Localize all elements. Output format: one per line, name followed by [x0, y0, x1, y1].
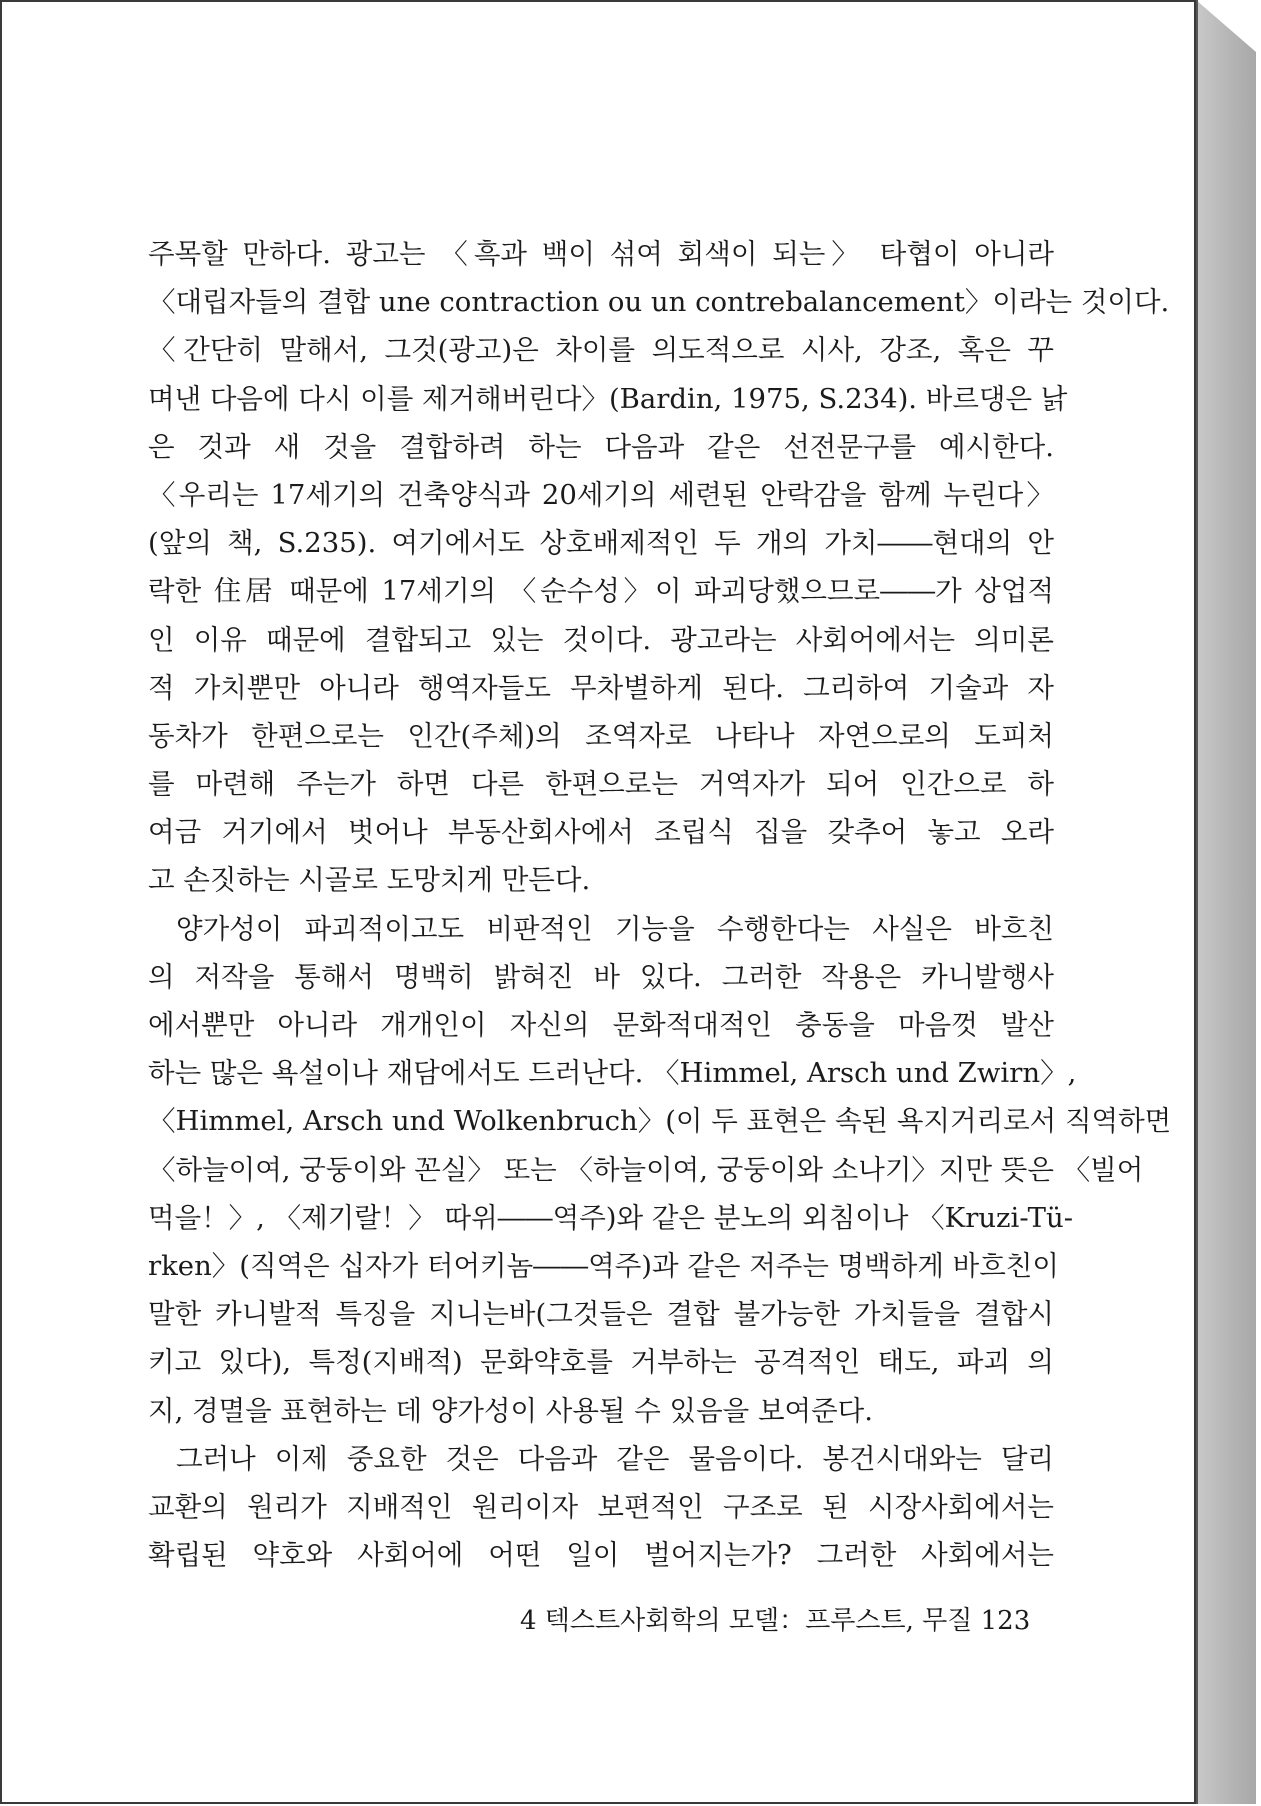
text-line: rken〉(직역은 십자가 터어키놈――역주)과 같은 저주는 명백하게 바흐친이 — [148, 1249, 1059, 1282]
text-line: 〈Himmel, Arsch und Wolkenbruch〉(이 두 표현은 속된 욕지거리로서 직역하면 — [148, 1105, 1172, 1138]
text-line: 의 저작을 통해서 명백히 밝혀진 바 있다. 그러한 작용은 카니발행사 — [148, 960, 1054, 993]
text-line: 하는 많은 욕설이나 재담에서도 드러난다. 〈Himmel, Arsch und Zwirn〉, — [148, 1057, 1077, 1090]
body-text — [148, 230, 1172, 1579]
text-line: 양가성이 파괴적이고도 비판적인 기능을 수행한다는 사실은 바흐친 — [176, 912, 1054, 945]
text-line: 를 마련해 주는가 하면 다른 한편으로는 거역자가 되어 인간으로 하 — [148, 768, 1054, 801]
text-line: 에서뿐만 아니라 개개인이 자신의 문화적대적인 충동을 마음껏 발산 — [148, 1009, 1054, 1041]
text-line: (앞의 책, S.235). 여기에서도 상호배제적인 두 개의 가치――현대의 안 — [148, 527, 1054, 560]
text-line: 〈하늘이여, 궁둥이와 꼰실〉 또는 〈하늘이여, 궁둥이와 소나기〉지만 뜻은 〈빌어 — [148, 1153, 1144, 1186]
text-line: 락한 住居 때문에 17세기의 〈순수성〉이 파괴당했으므로――가 상업적 — [148, 575, 1054, 608]
text-line: 교환의 원리가 지배적인 원리이자 보편적인 구조로 된 시장사회에서는 — [148, 1490, 1054, 1523]
text-line: 〈대립자들의 결합 une contraction ou un contrebalancement〉이라는 것이다. — [148, 286, 1170, 319]
running-footer: 4 텍스트사회학의 모델：프루스트, 무질 123 — [520, 1606, 1031, 1636]
text-line: 동차가 한편으로는 인간(주체)의 조역자로 나타나 자연으로의 도피처 — [148, 719, 1054, 752]
text-line: 키고 있다), 특정(지배적) 문화약호를 거부하는 공격적인 태도, 파괴 의 — [148, 1346, 1054, 1379]
text-line: 먹을！〉, 〈제기랄！〉 따위――역주)와 같은 분노의 외침이나 〈Kruzi-Tü- — [148, 1201, 1073, 1234]
book-page-edge — [1196, 0, 1256, 1804]
text-line: 인 이유 때문에 결합되고 있는 것이다. 광고라는 사회어에서는 의미론 — [148, 623, 1054, 656]
page-edge-line — [1196, 0, 1198, 1804]
text-line: 〈간단히 말해서, 그것(광고)은 차이를 의도적으로 시사, 강조, 혹은 꾸 — [148, 334, 1054, 367]
text-line: 지, 경멸을 표현하는 데 양가성이 사용될 수 있음을 보여준다. — [148, 1394, 873, 1427]
text-line: 며낸 다음에 다시 이를 제거해버린다〉(Bardin, 1975, S.234). 바르댕은 낡 — [148, 382, 1068, 415]
text-line: 〈우리는 17세기의 건축양식과 20세기의 세련된 안락감을 함께 누린다〉 — [148, 478, 1054, 511]
text-line: 확립된 약호와 사회어에 어떤 일이 벌어지는가? 그러한 사회에서는 — [148, 1539, 1054, 1572]
text-line: 적 가치뿐만 아니라 행역자들도 무차별하게 된다. 그리하여 기술과 자 — [148, 671, 1054, 704]
text-line: 그러나 이제 중요한 것은 다음과 같은 물음이다. 봉건시대와는 달리 — [176, 1442, 1054, 1475]
text-line: 여금 거기에서 벗어나 부동산회사에서 조립식 집을 갖추어 놓고 오라 — [148, 816, 1054, 849]
text-line: 은 것과 새 것을 결합하려 하는 다음과 같은 선전문구를 예시한다. — [148, 430, 1054, 463]
text-line: 주목할 만하다. 광고는 〈흑과 백이 섞여 회색이 되는〉 타협이 아니라 — [148, 238, 1054, 270]
text-line: 말한 카니발적 특징을 지니는바(그것들은 결합 불가능한 가치들을 결합시 — [148, 1298, 1054, 1331]
text-line: 고 손짓하는 시골로 도망치게 만든다. — [148, 864, 591, 897]
